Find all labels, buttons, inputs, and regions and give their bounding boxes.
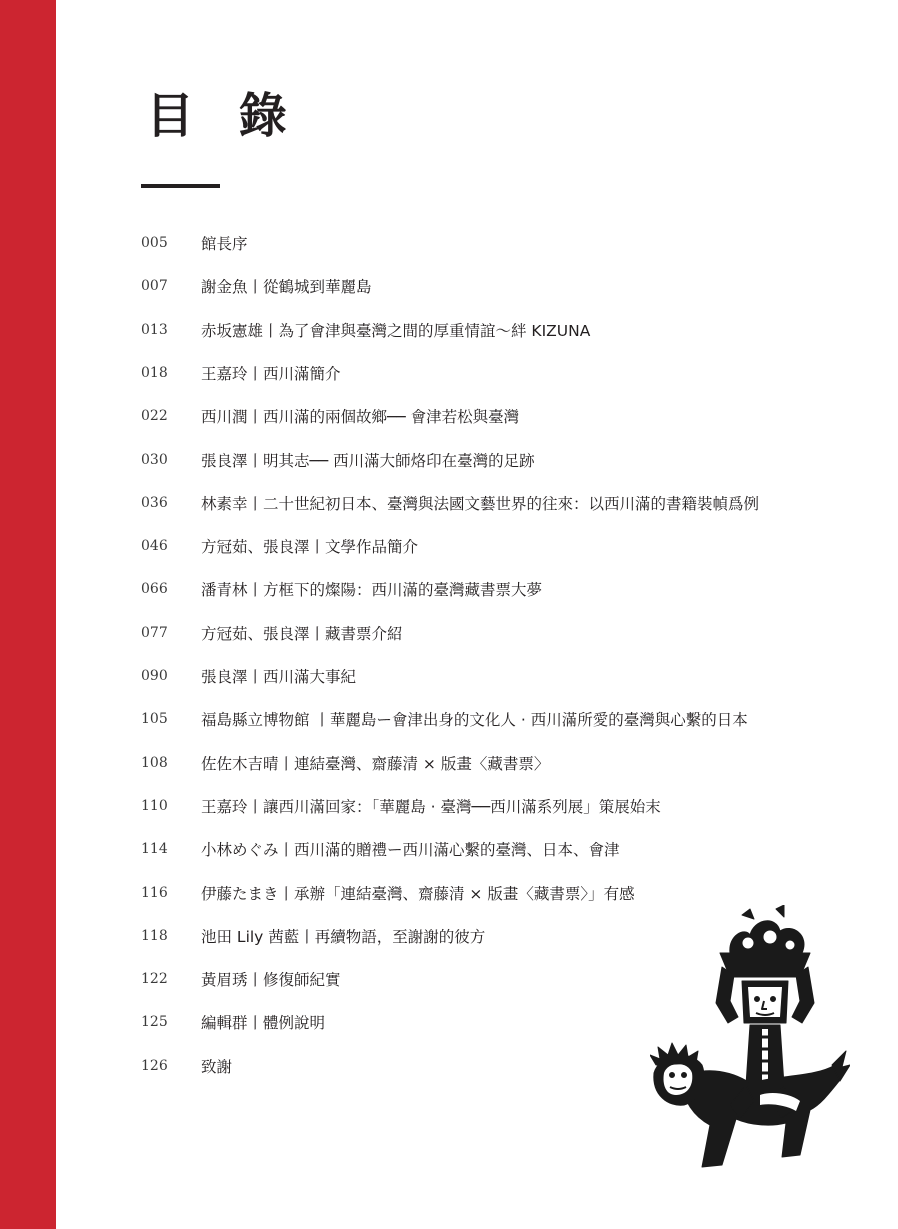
toc-entry-title: 致謝 [201,1057,233,1076]
toc-entry [141,447,535,473]
toc-entry [141,273,372,299]
toc-page-number: 013 [141,321,168,338]
toc-entry [141,750,549,776]
toc-page-number: 066 [141,581,168,598]
toc-page-number: 090 [141,668,168,684]
toc-entry-title: 館長序 [201,235,248,253]
toc-entry [141,576,542,602]
beast-mane [650,1043,698,1065]
toc-entry [141,317,590,343]
toc-entry-title: 赤坂憲雄丨為了會津與臺灣之間的厚重情誼～絆 KIZUNA [201,321,591,340]
toc-entry-title: 張良澤丨明其志── 西川滿大師烙印在臺灣的足跡 [201,451,535,470]
toc-entry [141,360,341,386]
toc-entry-title: 方冠茹、張良澤丨文學作品簡介 [201,538,419,557]
toc-page-number: 126 [141,1057,168,1074]
toc-page-number: 116 [141,884,168,901]
toc-entry [141,230,248,256]
toc-entry-title: 方冠茹、張良澤丨藏書票介紹 [201,624,403,643]
toc-entry-title: 西川潤丨西川滿的兩個故鄉── 會津若松與臺灣 [201,408,520,427]
toc-page-number: 036 [141,494,168,511]
toc-page-number: 018 [141,364,168,381]
toc-entry [141,923,485,949]
toc-page-number: 007 [141,278,168,295]
toc-page-number: 118 [141,927,168,944]
toc-entry-title: 黃眉琇丨修復師紀實 [201,971,341,990]
toc-entry [141,620,403,646]
toc-entry [141,966,341,992]
title-underline [141,184,220,188]
toc-entry [141,880,635,906]
toc-page-number: 125 [141,1014,168,1031]
toc-entry [141,1009,325,1035]
toc-entry [141,533,418,559]
toc-entry [141,793,661,819]
toc-entry [141,706,748,732]
red-side-band [0,0,56,1229]
toc-page-number: 108 [141,754,168,771]
toc-entry [141,836,620,862]
toc-entry-title: 池田 Lily 茜藍丨再續物語，至謝謝的彼方 [201,927,486,946]
toc-page-number: 105 [141,711,168,728]
toc-entry-title: 編輯群丨體例說明 [201,1014,326,1033]
toc-entry-title: 張良澤丨西川滿大事紀 [201,668,357,686]
page-title: 目 錄 [146,88,301,144]
toc-page-number: 005 [141,235,168,251]
toc-page-number: 022 [141,408,168,425]
toc-entry-title: 王嘉玲丨西川滿簡介 [201,364,341,383]
toc-page-number: 110 [141,797,168,814]
toc-entry-title: 潘青林丨方框下的燦陽：西川滿的臺灣藏書票大夢 [201,581,543,600]
toc-entry-title: 謝金魚丨從鶴城到華麗島 [201,278,372,297]
toc-page-number: 077 [141,624,168,641]
toc-entry-title: 伊藤たまき丨承辦「連結臺灣、齋藤清 × 版畫〈藏書票〉」有感 [201,884,635,903]
toc-page-number: 114 [141,841,168,858]
toc-entry [141,490,759,516]
toc-page-number: 046 [141,538,168,555]
toc-page-number: 122 [141,971,168,988]
toc-entry-title: 林素幸丨二十世紀初日本、臺灣與法國文藝世界的往來：以西川滿的書籍裝幀爲例 [201,494,760,513]
toc-entry-title: 王嘉玲丨讓西川滿回家：「華麗島 ‧ 臺灣──西川滿系列展」策展始末 [201,797,661,816]
woodcut-figure-illustration [650,905,850,1190]
toc-entry-title: 佐佐木吉晴丨連結臺灣、齋藤清 × 版畫〈藏書票〉 [201,754,550,773]
toc-entry [141,403,519,429]
toc-entry-title: 福島縣立博物館 丨華麗島ー會津出身的文化人 ‧ 西川滿所愛的臺灣與心繫的日本 [201,711,748,730]
toc-entry-title: 小林めぐみ丨西川滿的贈禮ー西川滿心繫的臺灣、日本、會津 [201,841,620,860]
toc-entry [141,1053,232,1079]
toc-page-number: 030 [141,451,168,468]
toc-entry [141,663,356,689]
